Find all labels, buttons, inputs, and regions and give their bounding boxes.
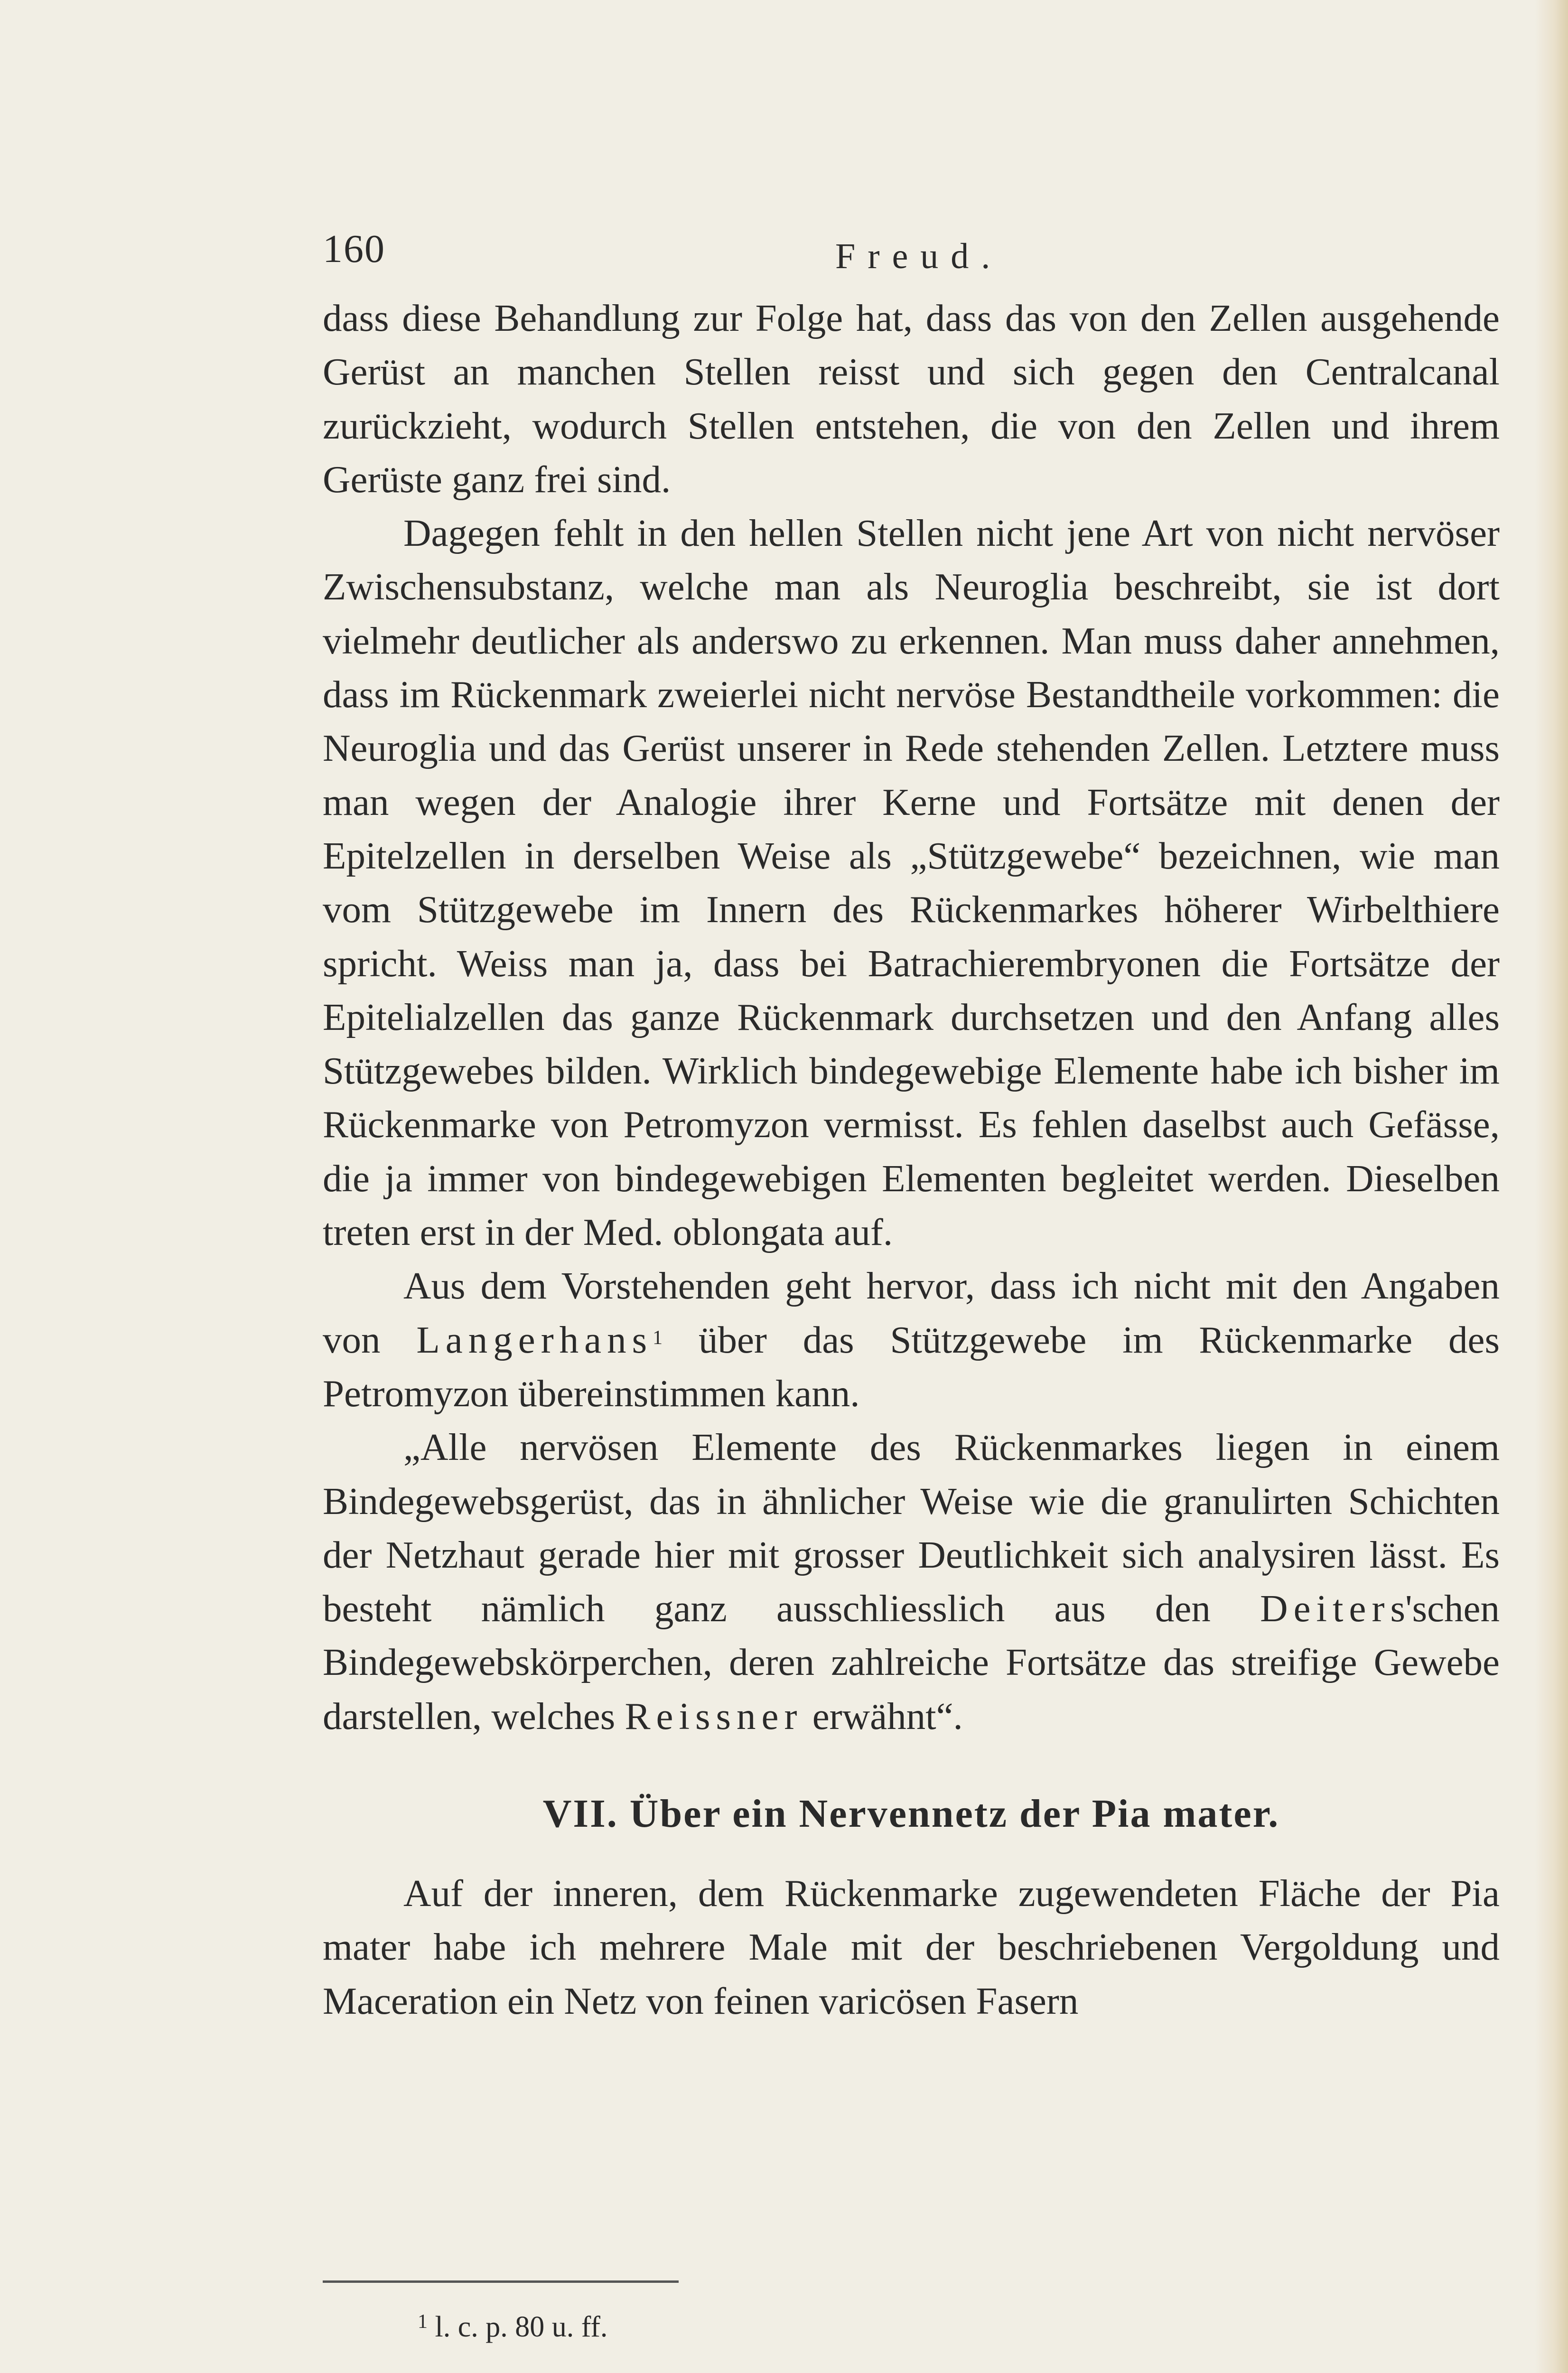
paragraph-2: Dagegen fehlt in den hellen Stellen nicht jene Art von nicht nervöser Zwischensubstanz, welche man als Neuroglia beschreibt, sie ist dort vielmehr deutlicher als anderswo zu erkennen. Man muss daher annehmen, dass im Rückenmark zweierlei nicht nervöse Bestandtheile vorkommen: die Neuroglia und das Gerüst unserer in Rede stehenden Zellen. Letztere muss man wegen der Analogie ihrer Kerne und Fortsätze mit denen der Epitelzellen in derselben Weise als „Stützgewebe“ bezeichnen, wie man vom Stützgewebe im Innern des Rückenmarkes höherer Wirbelthiere spricht. Weiss man ja, dass bei Batrachierembryonen die Fortsätze der Epitelialzellen das ganze Rückenmark durchsetzen und den Anfang alles Stützgewebes bilden. Wirklich bindegewebige Elemente habe ich bisher im Rückenmarke von Petromyzon vermisst. Es fehlen daselbst auch Gefässe, die ja immer von bindegewebigen Elementen begleitet werden. Dieselben treten erst in der Med. oblongata auf. xyxy=(323,512,1500,1254)
paragraph-3 xyxy=(323,1259,1500,1420)
paragraph-4-quote xyxy=(323,1420,1500,1743)
footnote-mark: 1 xyxy=(418,2311,428,2333)
body-text xyxy=(323,291,1500,2028)
page-header xyxy=(323,223,1500,285)
footnote xyxy=(418,2306,607,2348)
author-name-langerhans: Langerhans xyxy=(416,1318,653,1361)
footnote-reference: 1 xyxy=(653,1327,663,1349)
footnote-text: l. c. p. 80 u. ff. xyxy=(435,2311,608,2343)
running-head: Freud. xyxy=(835,236,1003,276)
page-edge-shadow xyxy=(1535,0,1568,2373)
author-name-deiter: Deiter xyxy=(1260,1587,1391,1630)
page xyxy=(323,0,1500,2373)
paragraph-5: Auf der inneren, dem Rückenmarke zugewendeten Fläche der Pia mater habe ich mehrere Male mit der beschriebenen Vergoldung und Maceration ein Netz von feinen varicösen Fasern xyxy=(323,1872,1500,2022)
paragraph-3-text-b: über das Stützgewebe im Rückenmarke des Petromyzon übereinstimmen kann. xyxy=(323,1318,1500,1415)
author-name-reissner: Reissner xyxy=(625,1694,803,1738)
page-number: 160 xyxy=(323,227,385,271)
footnote-rule xyxy=(323,2280,679,2283)
quote-text-a: „Alle nervösen Elemente des Rückenmarkes liegen in einem Bindegewebsgerüst, das in ähnlicher Weise wie die granulirten Schichten der Netzhaut gerade hier mit grosser Deutlichkeit sich analysiren lässt. Es besteht nämlich ganz ausschliesslich aus den xyxy=(323,1426,1500,1630)
quote-text-c: erwähnt“. xyxy=(812,1694,963,1738)
section-heading: VII. Über ein Nervennetz der Pia mater. xyxy=(542,1792,1280,1836)
paragraph-1: dass diese Behandlung zur Folge hat, dass das von den Zellen ausgehende Gerüst an manchen Stellen reisst und sich gegen den Centralcanal zurückzieht, wodurch Stellen entstehen, die von den Zellen und ihrem Gerüste ganz frei sind. xyxy=(323,297,1500,501)
quote-text-b: s'schen Bindegewebskörperchen, deren zahlreiche Fortsätze das streifige Gewebe darstellen, welches xyxy=(323,1587,1500,1738)
paragraph-3-text-a: Aus dem Vorstehenden geht hervor, dass ich nicht mit den Angaben von xyxy=(323,1264,1500,1361)
